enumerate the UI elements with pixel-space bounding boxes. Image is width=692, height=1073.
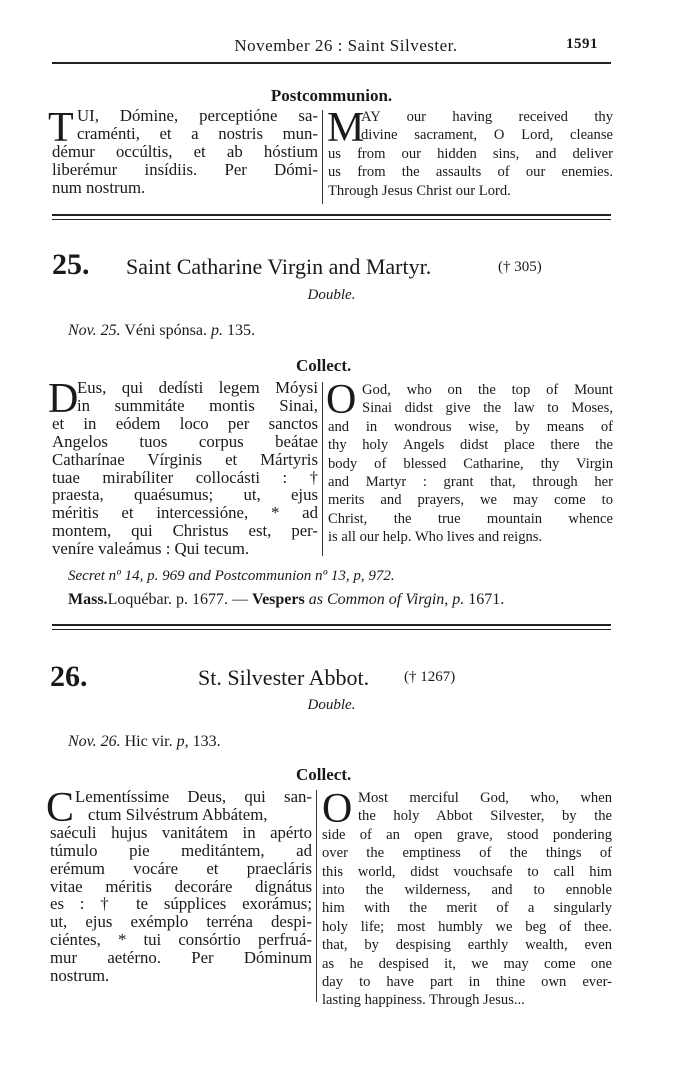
english-initial-letter: M xyxy=(327,105,365,151)
column-divider xyxy=(322,382,323,556)
english-line: AY our having received thy xyxy=(361,109,613,125)
latin-line: liberémur insídiis. Per Dómi- xyxy=(52,159,318,179)
section-rule xyxy=(52,624,611,626)
latin-line: saéculi hujus vanitátem in apérto xyxy=(50,822,312,842)
reference-page-prefix: p. xyxy=(210,322,223,339)
english-line: over the emptiness of the things of xyxy=(322,845,612,862)
reference-page: 133. xyxy=(192,733,221,750)
latin-line: montem, qui Christus est, per- xyxy=(52,521,318,541)
collect-heading: Collect. xyxy=(296,765,352,784)
latin-initial-letter: C xyxy=(46,785,75,831)
english-line: thy holy Angels didst place there the xyxy=(328,437,613,454)
reference-date: Nov. 25. xyxy=(68,322,121,339)
latin-line: démur occúltis, et ab hóstium xyxy=(52,141,318,161)
mass-text: Loquébar. xyxy=(107,591,172,608)
section-rule xyxy=(52,214,611,216)
postcommunion-english xyxy=(327,105,613,200)
english-line: body of blessed Catharine, thy Virgin xyxy=(328,455,613,472)
english-line: and in wondrous wise, by means of xyxy=(328,418,613,435)
latin-line: Catharínae Vírginis et Mártyris xyxy=(52,449,318,469)
latin-initial-letter: T xyxy=(48,105,74,151)
english-line: lasting happiness. Through Jesus... xyxy=(322,992,525,1009)
latin-line: méritis et intercessióne, * ad xyxy=(52,503,318,523)
feast-number: 25. xyxy=(52,248,90,281)
english-initial-letter: O xyxy=(322,786,353,832)
latin-line: mur aetérno. Per Dóminum xyxy=(50,948,312,968)
section-rule xyxy=(52,219,611,220)
english-line: us from our hidden sins, and deliver xyxy=(328,145,613,162)
latin-line: in summitáte montis Sinai, xyxy=(77,395,318,415)
header-rule xyxy=(52,62,611,64)
english-line: God, who on the top of Mount xyxy=(362,382,613,398)
english-line: side of an open grave, stood pondering xyxy=(322,826,612,843)
english-initial-letter: O xyxy=(326,377,357,423)
english-line: Christ, the true mountain whence xyxy=(328,510,613,527)
postcommunion-latin xyxy=(52,107,318,197)
postcommunion-heading: Postcommunion. xyxy=(270,86,393,105)
latin-line: túmulo pie meditántem, ad xyxy=(50,840,312,860)
reference-date: Nov. 26. xyxy=(68,733,121,750)
feast-number: 26. xyxy=(50,660,88,693)
feast-date: († 305) xyxy=(498,259,542,275)
english-line: this world, didst vouchsafe to call him xyxy=(322,863,612,880)
latin-line: ciéntes, * tui consórtio perfruá- xyxy=(50,930,312,950)
collect-english xyxy=(326,377,613,547)
latin-line: Angelos tuos corpus beátae xyxy=(52,431,318,451)
feast-title: Saint Catharine Virgin and Martyr. xyxy=(126,254,432,279)
english-line: Through Jesus Christ our Lord. xyxy=(328,182,511,199)
latin-line: num nostrum. xyxy=(52,177,146,197)
feast-rank: Double. xyxy=(307,287,356,303)
english-line: him with the merit of a singularly xyxy=(322,900,612,917)
latin-line: UI, Dómine, perceptióne sa- xyxy=(77,106,318,125)
collect-english xyxy=(322,786,612,1010)
reference-text: Hic vir. xyxy=(124,733,173,750)
reference-page: 135. xyxy=(226,322,255,339)
english-line: divine sacrament, O Lord, cleanse xyxy=(361,127,613,144)
vespers-label: Vespers xyxy=(251,591,305,608)
latin-line: nostrum. xyxy=(50,966,110,986)
column-divider xyxy=(316,790,317,1002)
english-line: into the wilderness, and to ennoble xyxy=(322,882,612,899)
reference-page-prefix: p, xyxy=(176,733,189,750)
english-line: is all our help. Who lives and reigns. xyxy=(328,529,543,546)
vespers-text: as Common of Virgin, p. xyxy=(308,591,465,608)
english-line: that, by despising earthly wealth, even xyxy=(322,937,612,954)
latin-line: Lementíssime Deus, qui san- xyxy=(75,787,312,806)
latin-line: praesta, quaésumus; ut, ejus xyxy=(52,485,318,505)
latin-line: Eus, qui dedísti legem Móysi xyxy=(77,378,318,397)
mass-page: p. 1677. — xyxy=(175,591,248,608)
latin-line: ctum Silvéstrum Abbátem, xyxy=(88,804,268,824)
feast-rank: Double. xyxy=(307,697,356,713)
collect-heading: Collect. xyxy=(296,356,352,375)
english-line: Most merciful God, who, when xyxy=(358,790,612,806)
latin-line: es : † te súpplices exorámus; xyxy=(50,894,312,914)
english-line: and Martyr : grant that, through her xyxy=(328,474,613,491)
mass-label: Mass. xyxy=(68,591,108,608)
feast-date: († 1267) xyxy=(404,669,456,685)
page-number: 1591 xyxy=(566,36,598,52)
running-header: November 26 : Saint Silvester. xyxy=(234,36,458,55)
introit-reference xyxy=(68,322,255,340)
english-line: merits and prayers, we may come to xyxy=(328,492,613,509)
latin-line: tuae mirabíliter collocásti : † xyxy=(52,467,318,487)
english-line: us from the assaults of our enemies. xyxy=(328,164,613,181)
collect-latin xyxy=(50,788,312,985)
english-line: day to have part in thine own ever- xyxy=(322,974,612,991)
column-divider xyxy=(322,110,323,204)
reference-text: Véni spónsa. xyxy=(124,322,207,339)
secret-postcommunion-note: Secret nº 14, p. 969 and Postcommunion nº 13, p, 972. xyxy=(68,568,395,584)
english-line: holy life; most humbly we beg of thee. xyxy=(322,918,612,935)
latin-line: vitae méritis decoráre dignátus xyxy=(50,876,312,896)
section-rule xyxy=(52,629,611,630)
collect-latin xyxy=(52,379,318,558)
english-line: as he despised it, we may come one xyxy=(322,955,612,972)
latin-line: craménti, et a nostris mun- xyxy=(77,123,318,143)
mass-vespers-line xyxy=(68,591,504,609)
vespers-page: 1671. xyxy=(468,591,505,608)
introit-reference xyxy=(68,733,221,751)
latin-initial-letter: D xyxy=(48,376,79,422)
feast-title: St. Silvester Abbot. xyxy=(198,665,370,690)
latin-line: ut, ejus exémplo terréna despi- xyxy=(50,912,312,932)
english-line: the holy Abbot Silvester, by the xyxy=(358,808,612,825)
latin-line: veníre valeámus : Qui tecum. xyxy=(52,539,250,559)
latin-line: erémum vocáre et praecláris xyxy=(50,858,312,878)
english-line: Sinai didst give the law to Moses, xyxy=(362,400,613,417)
latin-line: et in eódem loco per sanctos xyxy=(52,413,318,433)
